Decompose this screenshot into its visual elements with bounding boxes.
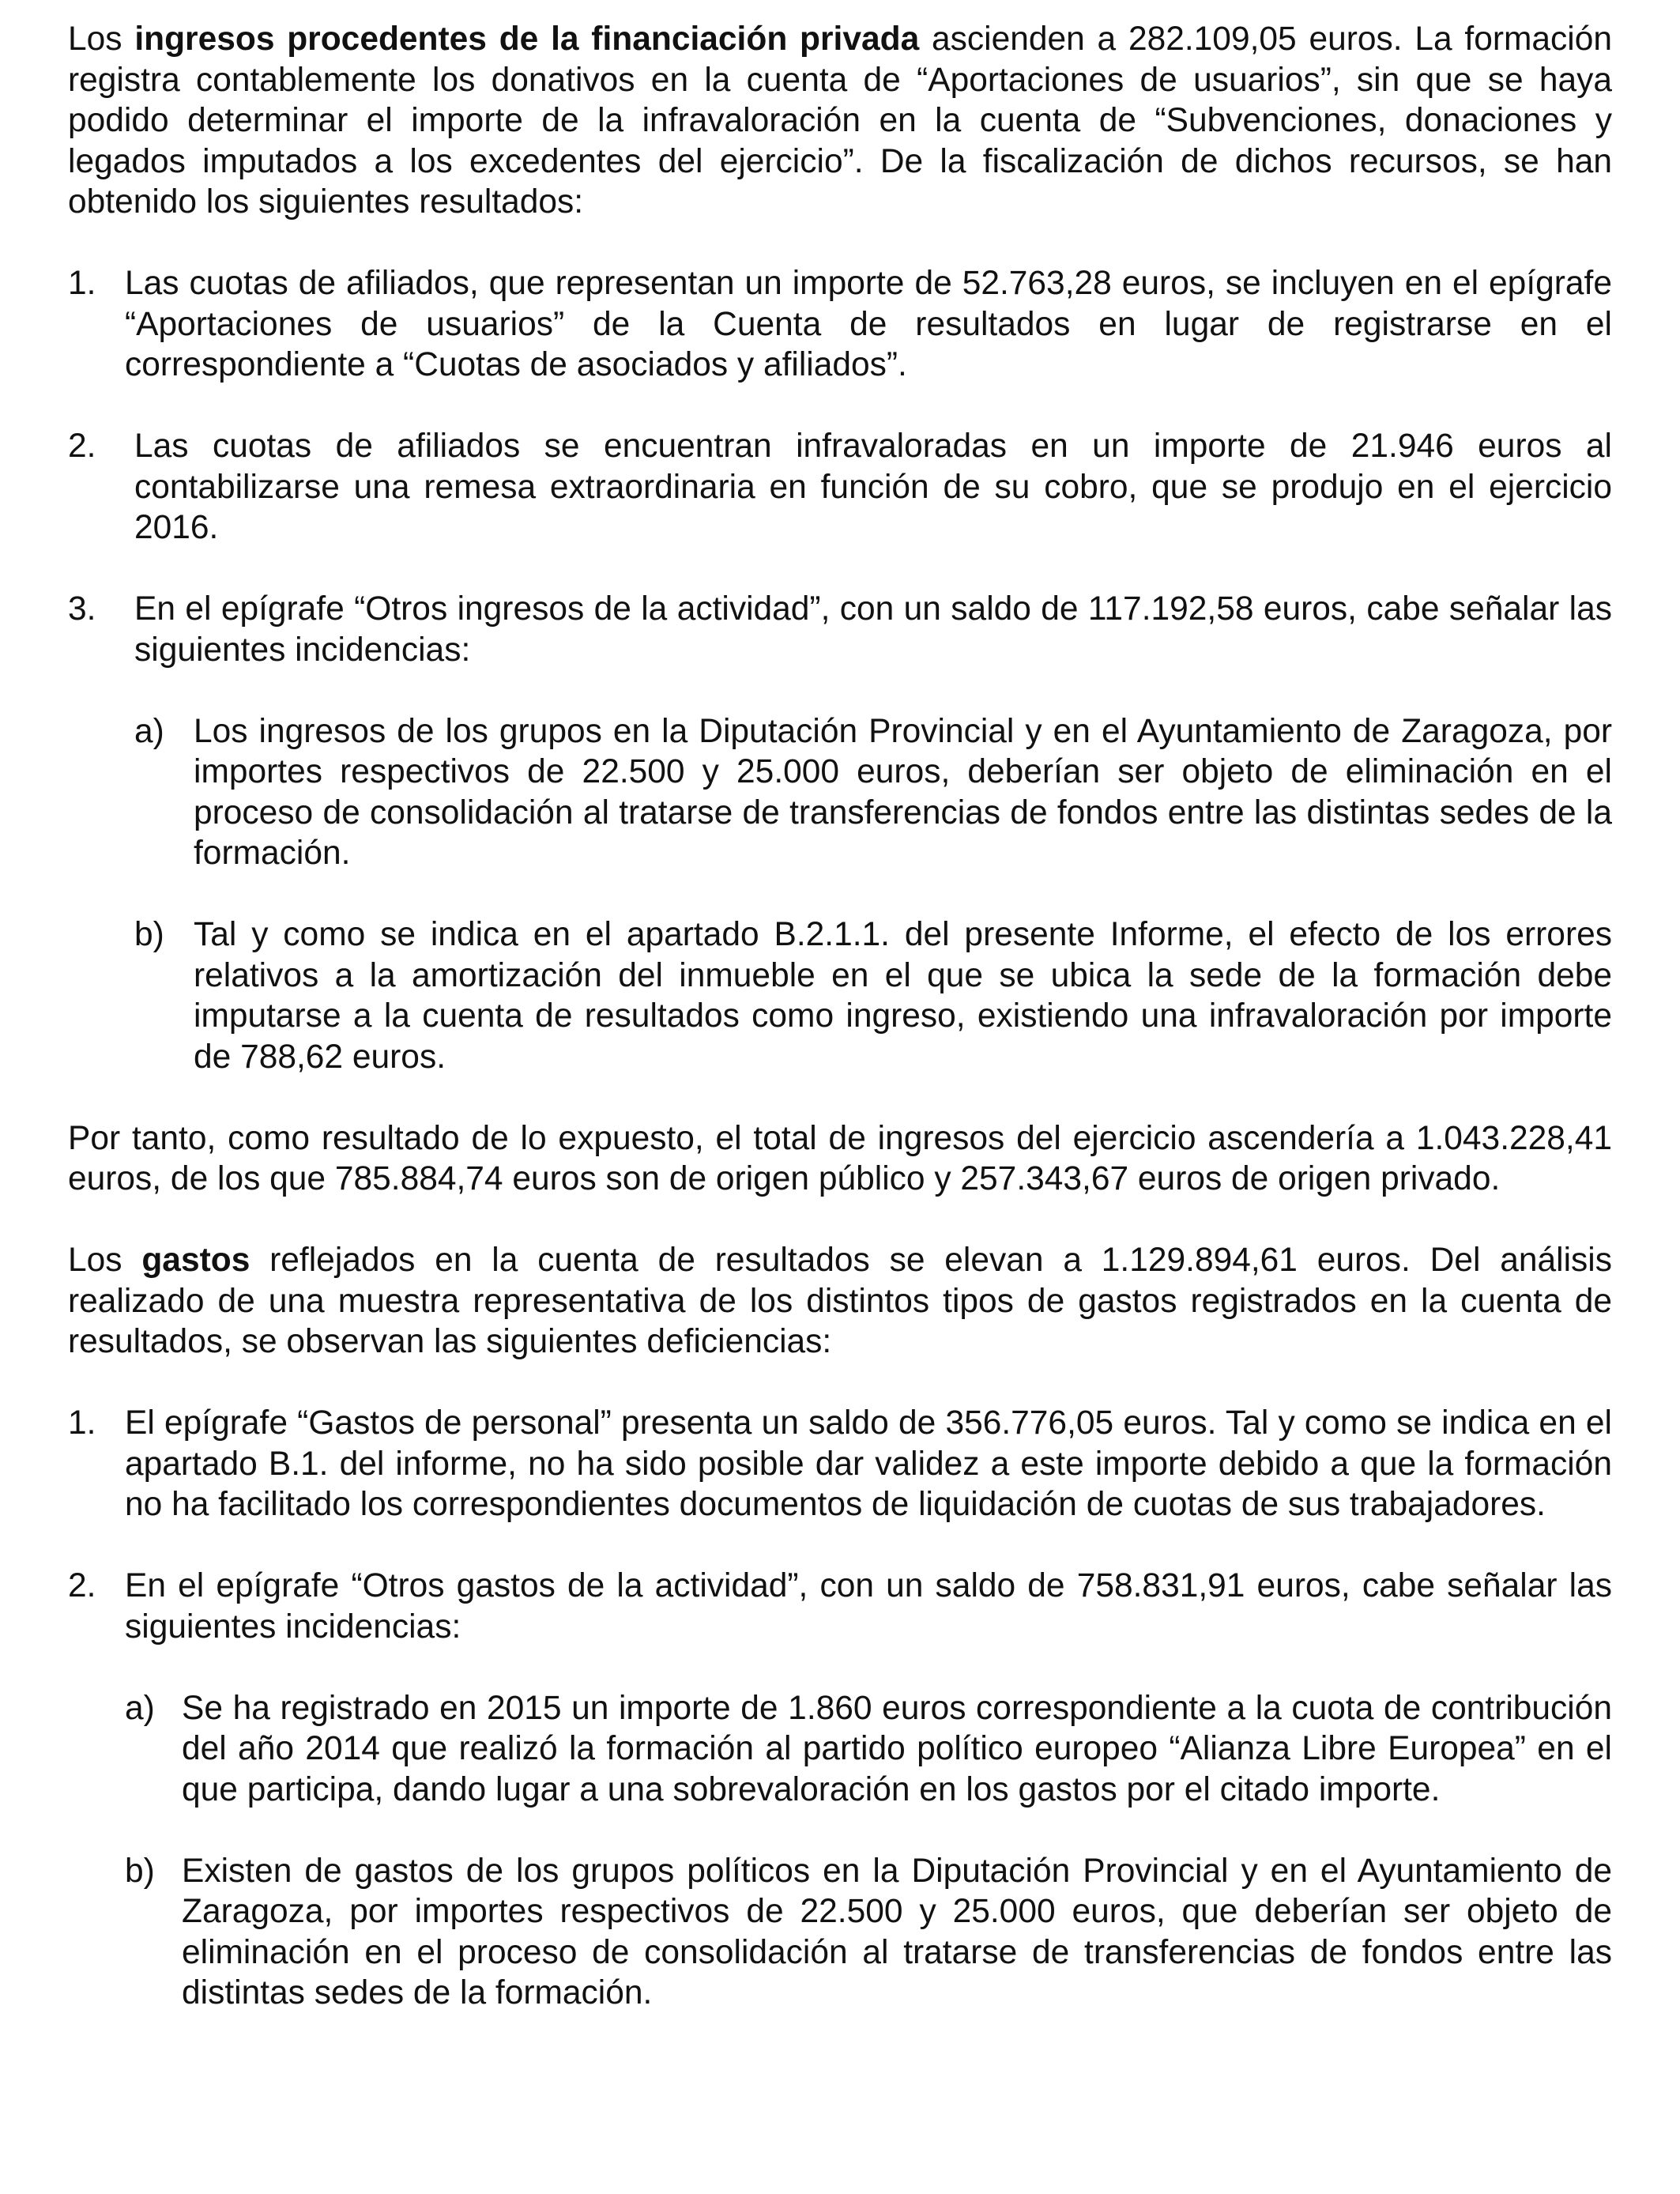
ingresos-intro-bold: ingresos procedentes de la financiación privada [134,21,920,58]
gastos-intro-pre: Los [68,1242,142,1279]
ingresos-conclusion-paragraph: Por tanto, como resultado de lo expuesto, el total de ingresos del ejercicio ascendería a 1.043.228,41 euros, de los que 785.884,74 euros son de origen público y 257.343,67 euros de origen privado. [68,1119,1612,1197]
list-item-text: El epígrafe “Gastos de personal” presenta un saldo de 356.776,05 euros. Tal y como se indica en el apartado B.1. del informe, no ha sido posible dar validez a este importe debido a que la formación no ha facilitado los correspondientes documentos de liquidación de cuotas de sus trabajadores. [125,1404,1612,1523]
sublist-item-text: Los ingresos de los grupos en la Diputación Provincial y en el Ayuntamiento de Zaragoza, por importes respectivos de 22.500 y 25.000 euros, deberían ser objeto de eliminación en el proceso de consolidación al tratarse de transferencias de fondos entre las distintas sedes de la formación. [194,712,1612,872]
sublist-item-text: Se ha registrado en 2015 un importe de 1.860 euros correspondiente a la cuota de contribución del año 2014 que realizó la formación al partido político europeo “Alianza Libre Europea” en el que participa, dando lugar a una sobrevaloración en los gastos por el citado importe. [182,1689,1612,1808]
list-item-text: En el epígrafe “Otros ingresos de la actividad”, con un saldo de 117.192,58 euros, cabe señalar las siguientes incidencias: [134,590,1612,669]
list-number: 2. [68,1567,96,1604]
ingresos-subitems [68,711,1612,1078]
gastos-intro-bold: gastos [141,1242,250,1279]
list-number: 2. [68,428,96,465]
gastos-item-1 [68,1403,1612,1525]
list-item-text: Las cuotas de afiliados se encuentran infravaloradas en un importe de 21.946 euros al contabilizarse una remesa extraordinaria en función de su cobro, que se produjo en el ejercicio 2016. [134,428,1612,546]
gastos-subitems [68,1688,1612,2014]
ingresos-subitem-a [134,711,1612,874]
sublist-letter: b) [125,1852,155,1890]
ingresos-intro-pre: Los [68,21,135,58]
list-item-text: Las cuotas de afiliados, que representan un importe de 52.763,28 euros, se incluyen en el epígrafe “Aportaciones de usuarios” de la Cuenta de resultados en lugar de registrarse en el correspondiente a “Cuotas de asociados y afiliados”. [125,265,1612,383]
gastos-subitem-b [125,1851,1612,2014]
sublist-letter: a) [134,712,164,750]
ingresos-subitem-b [134,914,1612,1077]
ingresos-intro-paragraph [68,19,1612,223]
ingresos-intro-post: ascienden a 282.109,05 euros. La formación registra contablemente los donativos en la cuenta de “Aportaciones de usuarios”, sin que se haya podido determinar el importe de la infravaloración en la cuenta de “Subvenciones, donaciones y legados imputados a los excedentes del ejercicio”. De la fiscalización de dichos recursos, se han obtenido los siguientes resultados: [68,21,1612,221]
document-page [68,19,1612,2054]
gastos-subitem-a [125,1688,1612,1811]
gastos-intro-paragraph [68,1240,1612,1363]
list-item-text: En el epígrafe “Otros gastos de la actividad”, con un saldo de 758.831,91 euros, cabe señalar las siguientes incidencias: [125,1567,1612,1646]
sublist-item-text: Tal y como se indica en el apartado B.2.1.1. del presente Informe, el efecto de los errores relativos a la amortización del inmueble en el que se ubica la sede de la formación debe imputarse a la cuenta de resultados como ingreso, existiendo una infravaloración por importe de 788,62 euros. [194,916,1612,1076]
ingresos-item-3 [68,589,1612,670]
list-number: 1. [68,265,96,302]
sublist-item-text: Existen de gastos de los grupos políticos en la Diputación Provincial y en el Ayuntamiento de Zaragoza, por importes respectivos de 22.500 y 25.000 euros, que deberían ser objeto de eliminación en el proceso de consolidación al tratarse de transferencias de fondos entre las distintas sedes de la formación. [182,1852,1612,2011]
list-number: 1. [68,1404,96,1442]
gastos-item-2 [68,1566,1612,1647]
ingresos-item-1 [68,263,1612,386]
gastos-intro-post: reflejados en la cuenta de resultados se elevan a 1.129.894,61 euros. Del análisis realizado de una muestra representativa de los distintos tipos de gastos registrados en la cuenta de resultados, se observan las siguientes deficiencias: [68,1242,1612,1360]
sublist-letter: a) [125,1689,155,1727]
sublist-letter: b) [134,916,164,953]
ingresos-item-2 [68,426,1612,548]
list-number: 3. [68,590,96,628]
